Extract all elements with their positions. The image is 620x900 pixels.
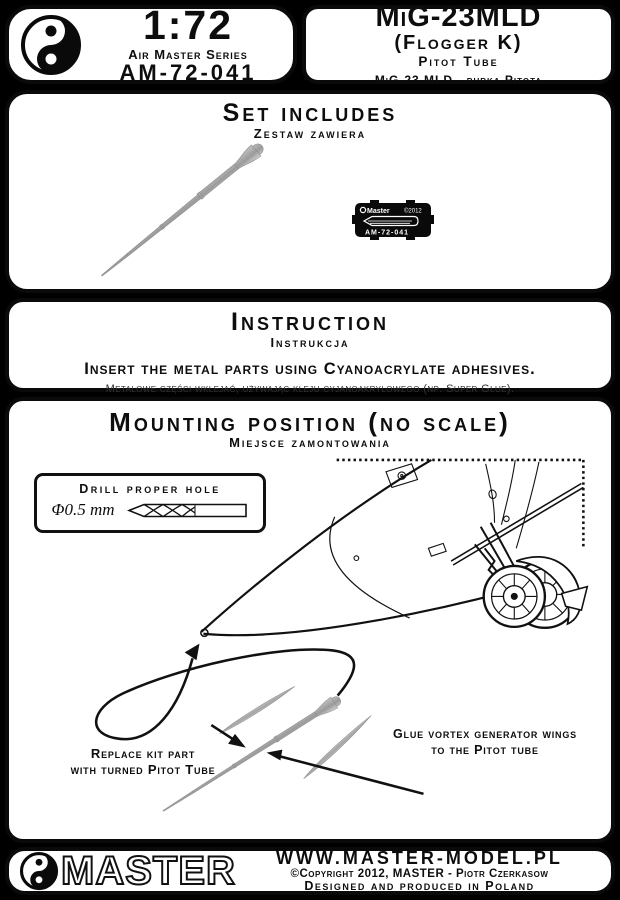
footer-origin: Designed and produced in Poland <box>304 878 535 893</box>
footer-brand <box>19 851 236 891</box>
pitot-tube-illustration <box>9 94 611 289</box>
label-glue-vortex-wings: Glue vortex generator wings to the Pitot tube <box>393 727 577 757</box>
footer-text <box>236 849 603 893</box>
section-mounting-position <box>5 397 615 843</box>
kit-subline-pl: MiG-23 MLD - rurka Pitota <box>374 73 543 88</box>
drill-title: Drill proper hole <box>79 482 221 496</box>
header-right-badge <box>302 1 615 88</box>
master-logo-icon <box>19 13 83 77</box>
instruction-line-en: Insert the metal parts using Cyanoacrylate adhesives. <box>84 359 536 378</box>
master-logo-icon-footer <box>19 851 59 891</box>
mounting-heading: Mounting position (no scale) <box>109 407 511 437</box>
vortex-wing-upper <box>218 685 297 735</box>
section-instruction <box>5 298 615 395</box>
instruction-heading-pl: Instrukcja <box>270 335 350 350</box>
footer-copyright: ©Copyright 2012, MASTER - Piotr Czerkasow <box>290 867 549 880</box>
header-left-badge <box>5 2 297 85</box>
tag-code: AM-72-041 <box>365 229 410 237</box>
drill-diameter: Φ0.5 mm <box>51 500 115 519</box>
mounting-heading-pl: Miejsce zamontowania <box>229 435 391 450</box>
instruction-heading: Instruction <box>231 308 389 336</box>
section-set-includes <box>5 90 615 293</box>
footer-brand-name: MASTER <box>61 849 236 893</box>
vortex-wing-lower <box>301 715 373 780</box>
instruction-line-pl: Metalowe części wklejać, używając kleju cyjanoakrylowego (np. Super Glue). <box>105 382 515 395</box>
tag-brand: Master <box>367 208 390 215</box>
label-replace-kit-part: Replace kit part with turned Pitot Tube <box>70 746 216 778</box>
set-includes-heading: Set includes <box>222 99 398 127</box>
set-includes-heading-pl: Zestaw zawiera <box>253 126 367 141</box>
part-fret-tag <box>352 200 434 240</box>
series-label: Air Master Series <box>128 47 248 62</box>
scale-label: 1:72 <box>142 2 234 48</box>
tag-year: ©2012 <box>404 208 422 215</box>
footer-website: WWW.MASTER-MODEL.PL <box>275 847 563 868</box>
kit-subtitle: (Flogger K) <box>394 31 523 54</box>
header-left-text <box>83 2 293 85</box>
kit-title: MiG-23MLD <box>375 1 542 34</box>
product-code: AM-72-041 <box>119 60 257 85</box>
footer <box>5 847 615 895</box>
nose-landing-gear <box>475 523 588 628</box>
kit-product: Pitot Tube <box>418 53 499 69</box>
drill-hole-callout <box>34 473 266 533</box>
loop-arrow <box>96 644 354 740</box>
drill-bit-icon <box>127 502 249 519</box>
